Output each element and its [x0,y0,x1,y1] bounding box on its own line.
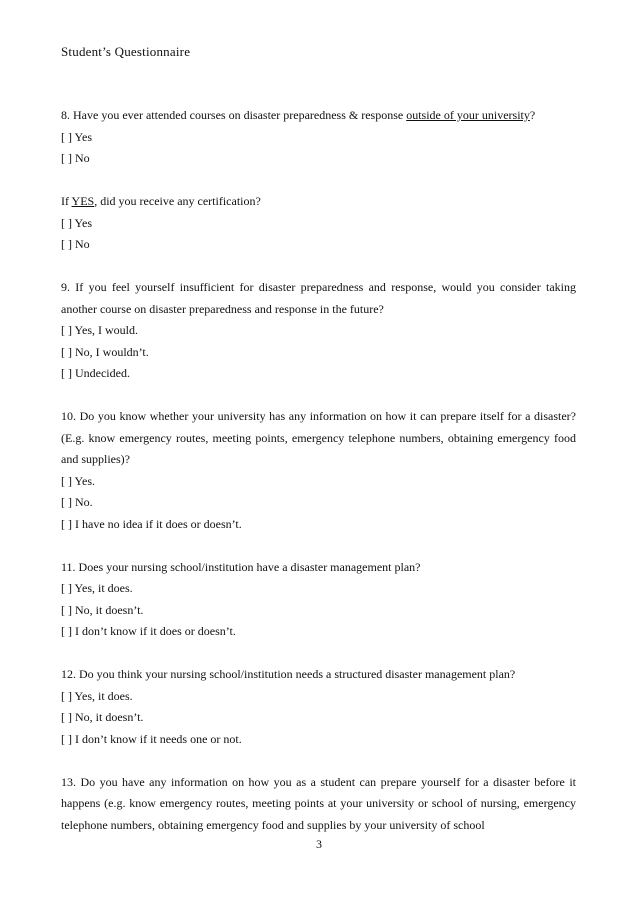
question-8-followup-text-before: If [61,194,72,208]
question-8 [61,105,576,127]
question-8-option-yes[interactable]: [ ] Yes [61,129,93,144]
question-8-followup [61,191,576,213]
spacer [61,535,576,557]
question-9-option-yes[interactable]: [ ] Yes, I would. [61,323,139,337]
question-8-text-before: 8. Have you ever attended courses on disaster preparedness & response [61,108,407,122]
question-9-option-undecided[interactable]: [ ] Undecided. [61,366,130,380]
spacer [61,643,576,665]
question-8-underlined: outside of your university [406,108,530,122]
question-11-option-dont-know[interactable]: [ ] I don’t know if it does or doesn’t. [61,624,236,638]
spacer [61,170,576,192]
question-11-option-no[interactable]: [ ] No, it doesn’t. [61,602,144,617]
question-8-option-no[interactable]: [ ] No [61,151,90,165]
question-11: 11. Does your nursing school/institution have a disaster management plan? [61,559,421,574]
page-header: Student’s Questionnaire [61,44,191,59]
questionnaire-body [61,105,576,836]
question-12-option-dont-know[interactable]: [ ] I don’t know if it needs one or not. [61,731,242,746]
question-10-option-no-idea[interactable]: [ ] I have no idea if it does or doesn’t. [61,516,242,531]
spacer [61,256,576,278]
question-13: 13. Do you have any information on how you as a student can prepare yourself for a disaster before it happens (e.g. know emergency routes, meeting points at your university or school of nursing, emergency telephone numbers, obtaining emergency food and supplies by your university of school [61,774,576,832]
question-8-text-after: ? [529,108,536,122]
question-12: 12. Do you think your nursing school/institution needs a structured disaster management plan? [61,667,516,681]
spacer [61,385,576,407]
question-11-option-yes[interactable]: [ ] Yes, it does. [61,581,133,595]
question-8-followup-option-yes[interactable]: [ ] Yes [61,215,93,230]
question-10: 10. Do you know whether your university has any information on how it can prepare itself for a disaster? (E.g. know emergency routes, meeting points, emergency telephone numbers, obtaining emergency food and supplies)? [61,409,576,466]
spacer [61,750,576,772]
question-10-option-no[interactable]: [ ] No. [61,495,93,509]
question-12-option-yes[interactable]: [ ] Yes, it does. [61,688,133,703]
question-10-option-yes[interactable]: [ ] Yes. [61,473,96,488]
question-9-option-no[interactable]: [ ] No, I wouldn’t. [61,344,149,359]
question-8-followup-underlined: YES [71,194,95,208]
question-8-followup-text-after: , did you receive any certification? [94,194,261,208]
question-9: 9. If you feel yourself insufficient for disaster preparedness and response, would you consider taking another course on disaster preparedness and response in the future? [61,280,576,316]
page-number: 3 [316,837,322,851]
question-8-followup-option-no[interactable]: [ ] No [61,237,90,251]
question-12-option-no[interactable]: [ ] No, it doesn’t. [61,710,144,724]
